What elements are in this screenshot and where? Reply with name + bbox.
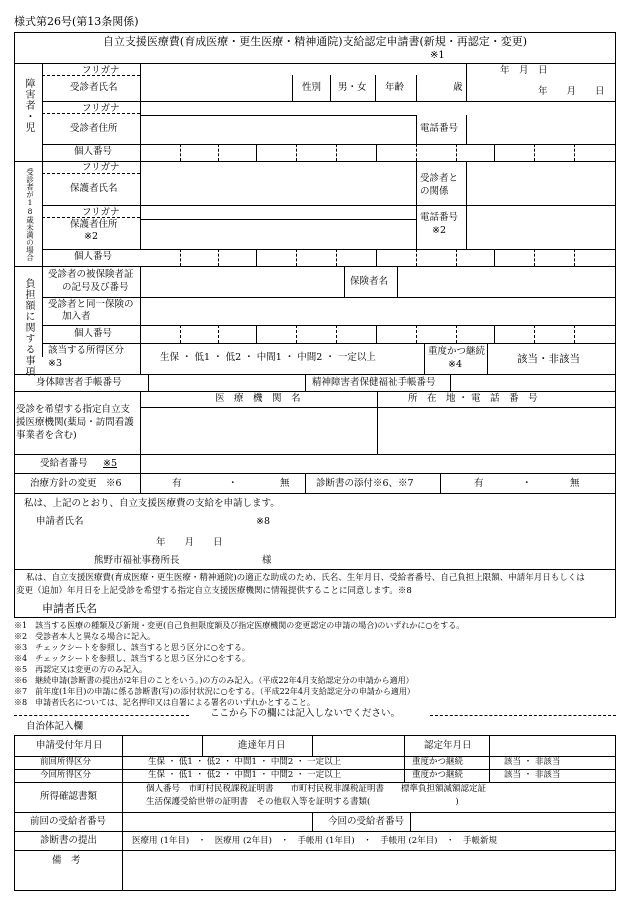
same-insurance-label-1: 受診者と同一保険の [48,299,134,310]
insurance-label-1: 受診者の被保険者証 [48,269,134,280]
income-docs-line-2[interactable]: 生活保護受給世帯の証明書 その他収入等を証明する書類( ) [146,797,459,807]
serious-label-1: 重度かつ継続 [428,346,486,357]
policy-no[interactable]: 無 [280,478,290,489]
diagnosis-no[interactable]: 無 [570,478,580,489]
title-note: ※1 [430,50,445,61]
cut-line-text: ここから下の欄には記入しないでください。 [210,708,401,719]
note-7: ※7 前年度(1年目)の申請に係る診断書(写)の添付状況に○をする。（平成22年4月支給認定分の申請から適用） [14,687,415,696]
guardian-phone-label: 電話番号 [420,212,459,223]
patient-address-label: 受診者住所 [70,123,118,134]
note-8: ※8 申請者氏名については、記名押印又は自署による署名のいずれかとすること。 [14,698,315,707]
income-options[interactable]: 生保 ・ 低1 ・ 低2 ・ 中間1 ・ 中間2 ・ 一定以上 [160,352,376,363]
patient-address-furigana-label: フリガナ [82,103,120,114]
guardian-name-label: 保護者氏名 [70,183,118,194]
guardian-address-furigana-label: フリガナ [82,207,120,218]
note-1: ※1 該当する医療の種類及び新規・変更(自己負担限度額及び指定医療機関の変更認定の申請の場合)のいずれかに○をする。 [14,621,465,630]
recipient-number-label: 受給者番号 [40,458,88,469]
institution-label-1: 受診を希望する指定自立支 [16,404,131,415]
consent-text-2: 変更（追加）年月日を上記受診を希望する指定自立支援医療機関に情報提供することに同意します。※8 [16,586,412,596]
relation-label-2: の関係 [420,186,449,197]
guardian-address-label: 保護者住所 [70,219,118,230]
sex-options[interactable]: 男・女 [338,82,367,93]
official-heading: 自治体記入欄 [26,721,84,732]
burden-section-label: 負担額に関する事項 [23,278,34,377]
note-4: ※4 チェックシートを参照し、該当すると思う区分に○をする。 [14,654,250,663]
guardian-address-note: ※2 [84,231,99,242]
curr-income-label: 今回所得区分 [40,770,92,780]
policy-dot: ・ [228,478,238,489]
forward-date-label: 進達年月日 [238,740,286,751]
same-insurance-label-2: 加入者 [62,311,91,322]
patient-mynumber-label: 個人番号 [74,146,113,157]
diagnosis-dot: ・ [522,478,532,489]
prev-serious-label: 重度かつ継続 [412,757,464,767]
curr-serious-label: 重度かつ継続 [412,770,464,780]
applicant-note: ※8 [256,516,271,527]
consent-text-1: 私は、自立支援医療費(育成医療・更生医療・精神通院)の適正な助成のため、氏名、生年月日、受給者番号、自己負担上限額、申請年月日もしくは [26,573,585,583]
income-docs-label: 所得確認書類 [40,791,98,802]
relation-label-1: 受診者と [420,173,459,184]
income-label-1: 該当する所得区分 [48,345,125,356]
policy-yes[interactable]: 有 [172,478,182,489]
institution-col-address: 所 在 地 ・ 電 話 番 号 [408,393,538,404]
prev-number-label: 前回の受給者番号 [30,816,107,827]
serious-options[interactable]: 該当・非該当 [517,353,580,365]
patient-section-label: 障害者・児 [23,78,34,133]
diagnosis-yes[interactable]: 有 [474,478,484,489]
burden-mynumber-label: 個人番号 [74,328,113,339]
curr-serious-options[interactable]: 該当 ・ 非該当 [504,770,561,780]
birth-ymd[interactable]: 年 月 日 [500,65,548,76]
serious-label-2: ※4 [448,359,463,370]
remarks-label: 備 考 [52,855,81,866]
note-6: ※6 継続申請(診断書の提出が2年目のことをいう。)の方のみ記入。（平成22年4月支給認定分の申請から適用） [14,676,414,685]
institution-col-name: 医 療 機 関 名 [215,393,301,404]
guardian-mynumber-label: 個人番号 [74,251,113,262]
sex-label: 性別 [302,82,322,93]
form-title: 自立支援医療費(育成医療・更生医療・精神通院)支給認定申請書(新規・再認定・変更) [102,35,528,48]
approval-date-label: 認定年月日 [424,740,472,751]
form-number: 様式第26号(第13条関係) [14,15,139,28]
mental-handbook-label: 精神障害者保健福祉手帳番号 [312,377,436,388]
guardian-phone-note: ※2 [432,225,447,236]
diagnosis-submit-options[interactable]: 医療用 (1年目) ・ 医療用 (2年目) ・ 手帳用 (1年目) ・ 手帳用 (2年目) ・ 手帳新規 [132,836,497,846]
curr-number-label: 今回の受給者番号 [328,816,405,827]
recipient-number-note: ※5 [103,458,118,469]
receipt-date-label: 申請受付年月日 [36,740,103,751]
patient-phone-label: 電話番号 [420,123,459,134]
applicant-name-label: 申請者氏名 [36,516,84,527]
guardian-section-label: 受診者が18歳未満の場合 [25,168,35,261]
note-5: ※5 再認定又は変更の方のみ記入。 [14,665,148,674]
curr-income-options[interactable]: 生保 ・ 低1 ・ 低2 ・ 中間1 ・ 中間2 ・ 一定以上 [148,770,342,780]
birth-md[interactable]: 年 月 日 [538,86,605,97]
institution-label-2: 援医療機関(薬局・訪問看護 [16,417,134,428]
institution-label-3: 事業者を含む) [16,430,77,441]
application-statement: 私は、上記のとおり、自立支援医療費の支給を申請します。 [24,498,280,509]
prev-income-options[interactable]: 生保 ・ 低1 ・ 低2 ・ 中間1 ・ 中間2 ・ 一定以上 [148,757,342,767]
note-2: ※2 受診者本人と異なる場合に記入。 [14,632,156,641]
patient-furigana-label: フリガナ [82,65,120,76]
addressee-sama: 様 [262,555,272,566]
consent-applicant-label: 申請者氏名 [42,602,97,615]
prev-income-label: 前回所得区分 [40,757,92,767]
diagnosis-submit-label: 診断書の提出 [40,835,98,846]
addressee: 熊野市福祉事務所長 [94,555,180,566]
insurer-label: 保険者名 [350,276,389,287]
age-label: 年齢 [385,82,405,93]
income-docs-line-1[interactable]: 個人番号 市町村民税課税証明書 市町村民税非課税証明書 標準負担額減額認定証 [146,784,487,794]
prev-serious-options[interactable]: 該当 ・ 非該当 [504,757,561,767]
insurance-label-2: の記号及び番号 [62,282,129,293]
age-unit: 歳 [453,82,463,93]
note-3: ※3 チェックシートを参照し、該当すると思う区分に○をする。 [14,643,250,652]
application-date[interactable]: 年 月 日 [156,537,223,548]
physical-handbook-label: 身体障害者手帳番号 [36,377,122,388]
diagnosis-attach-label: 診断書の添付※6、※7 [316,478,414,489]
guardian-furigana-label: フリガナ [82,162,120,173]
patient-name-label: 受診者氏名 [70,82,118,93]
policy-change-label: 治療方針の変更 ※6 [30,478,122,489]
income-label-2: ※3 [48,358,63,369]
